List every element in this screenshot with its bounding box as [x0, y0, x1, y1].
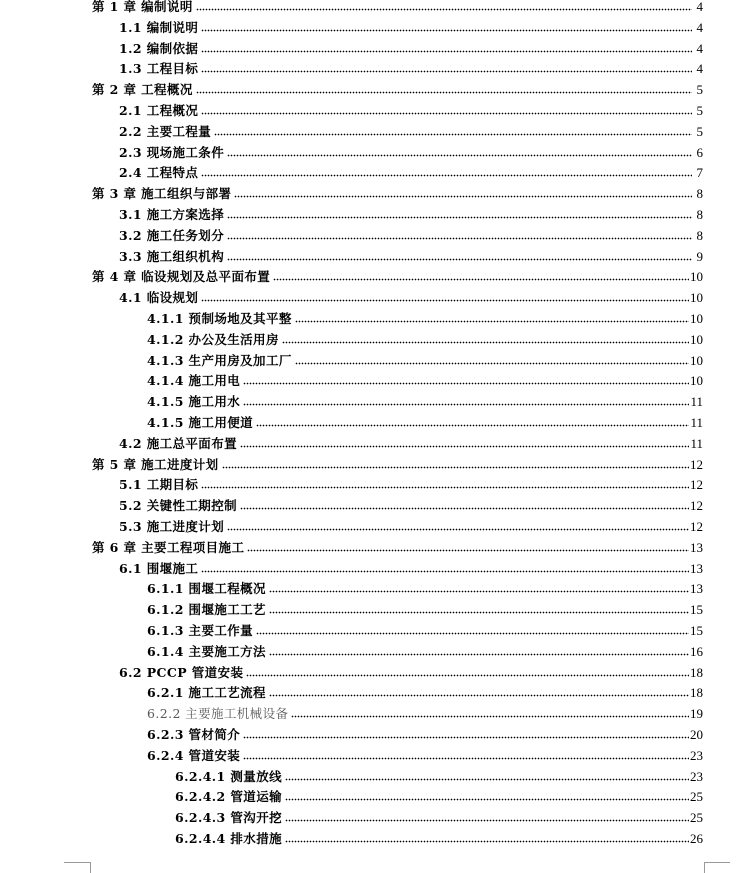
toc-entry-level-1[interactable]	[92, 535, 703, 555]
toc-entry-level-1[interactable]	[92, 264, 703, 284]
toc-entry-title: 5.3 施工进度计划	[119, 519, 225, 534]
toc-entry-title: 3.2 施工任务划分	[119, 227, 225, 243]
toc-entry-level-1[interactable]	[92, 0, 703, 14]
toc-entry-page-number: 4	[696, 0, 703, 14]
toc-entry-title: 6.2.1 施工工艺流程	[147, 685, 266, 701]
dot-leader	[201, 299, 689, 302]
dot-leader	[246, 674, 689, 677]
toc-entry-page-number: 5	[696, 123, 703, 139]
toc-entry-page-number: 11	[690, 435, 703, 451]
toc-entry-title: 4.1.4 施工用电	[147, 373, 241, 389]
toc-entry-page-number: 10	[690, 373, 703, 389]
toc-entry-page-number: 10	[690, 331, 703, 347]
toc-entry-title: 6.2.4.2 管道运输	[175, 789, 282, 805]
toc-entry-level-2[interactable]	[119, 202, 703, 222]
toc-entry-page-number: 13	[690, 539, 703, 555]
dot-leader	[269, 694, 689, 697]
toc-entry-title: 1.3 工程目标	[119, 61, 199, 77]
toc-entry-page-number: 26	[690, 831, 703, 846]
toc-entry-title: 2.4 工程特点	[119, 165, 199, 181]
toc-entry-page-number: 5	[696, 82, 703, 98]
toc-entry-page-number: 15	[690, 623, 703, 638]
dot-leader	[295, 362, 689, 365]
dot-leader	[285, 778, 689, 781]
toc-entry-title: 6.2.4.4 排水措施	[175, 831, 282, 846]
toc-entry-title: 4.1.3 生产用房及加工厂	[147, 352, 292, 368]
dot-leader	[201, 174, 692, 177]
dot-leader	[240, 445, 689, 448]
toc-entry-page-number: 4	[696, 19, 703, 35]
toc-entry-level-2[interactable]	[119, 98, 703, 118]
toc-entry-title: 6.1.1 围堰工程概况	[147, 581, 266, 597]
crop-mark-right-vertical	[704, 862, 705, 873]
toc-entry-page-number: 11	[690, 415, 703, 430]
toc-entry-level-2[interactable]	[119, 472, 703, 492]
dot-leader	[222, 466, 689, 469]
toc-entry-title: 6.1 围堰施工	[119, 560, 199, 576]
toc-entry-level-4[interactable]	[175, 784, 703, 804]
toc-entry-title: 6.2.3 管材简介	[147, 727, 241, 742]
toc-entry-level-2[interactable]	[119, 140, 703, 160]
toc-entry-title: 2.3 现场施工条件	[119, 144, 225, 160]
toc-entry-title: 6.2 PCCP 管道安装	[119, 664, 244, 680]
toc-entry-page-number: 10	[690, 352, 703, 368]
toc-entry-level-2[interactable]	[119, 36, 703, 56]
toc-entry-level-2[interactable]	[119, 660, 703, 680]
toc-entry-level-3[interactable]	[147, 410, 703, 430]
toc-entry-page-number: 4	[696, 40, 703, 56]
toc-entry-level-1[interactable]	[92, 77, 703, 97]
crop-mark-right-horizontal	[704, 862, 730, 863]
toc-entry-title: 6.2.4 管道安装	[147, 747, 241, 763]
toc-entry-level-2[interactable]	[119, 160, 703, 180]
dot-leader	[247, 549, 689, 552]
toc-entry-title: 5.2 关键性工期控制	[119, 498, 237, 514]
toc-entry-title: 4.1 临设规划	[119, 290, 199, 306]
toc-entry-page-number: 25	[690, 810, 703, 826]
dot-leader	[269, 590, 689, 593]
dot-leader	[201, 29, 692, 32]
toc-entry-page-number: 8	[696, 186, 703, 202]
dot-leader	[243, 403, 689, 406]
toc-entry-level-3[interactable]	[147, 722, 703, 742]
crop-mark-left-horizontal	[64, 862, 90, 863]
toc-entry-level-2[interactable]	[119, 514, 703, 534]
toc-entry-level-3[interactable]	[147, 576, 703, 596]
toc-entry-page-number: 10	[690, 290, 703, 306]
toc-entry-page-number: 8	[696, 207, 703, 222]
toc-entry-level-4[interactable]	[175, 826, 703, 846]
toc-entry-level-3[interactable]	[147, 701, 703, 721]
toc-entry-title: 1.2 编制依据	[119, 40, 199, 56]
toc-entry-page-number: 18	[690, 664, 703, 680]
toc-entry-page-number: 23	[690, 768, 703, 784]
dot-leader	[291, 715, 689, 718]
toc-entry-level-2[interactable]	[119, 285, 703, 305]
toc-entry-page-number: 12	[690, 456, 703, 472]
toc-entry-page-number: 25	[690, 789, 703, 805]
dot-leader	[269, 611, 689, 614]
dot-leader	[240, 507, 689, 510]
toc-entry-level-1[interactable]	[92, 452, 703, 472]
toc-entry-title: 4.1.1 预制场地及其平整	[147, 311, 292, 326]
toc-entry-page-number: 13	[690, 560, 703, 576]
toc-entry-page-number: 15	[690, 602, 703, 618]
toc-entry-level-4[interactable]	[175, 764, 703, 784]
toc-entry-page-number: 20	[690, 727, 703, 742]
dot-leader	[273, 278, 689, 281]
toc-entry-page-number: 11	[690, 394, 703, 410]
dot-leader	[201, 112, 692, 115]
toc-entry-title: 4.2 施工总平面布置	[119, 435, 237, 451]
toc-entry-title: 第 6 章 主要工程项目施工	[92, 539, 245, 555]
toc-entry-level-1[interactable]	[92, 181, 703, 201]
toc-entry-page-number: 9	[696, 248, 703, 264]
toc-entry-level-2[interactable]	[119, 56, 703, 76]
toc-entry-level-3[interactable]	[147, 639, 703, 659]
toc-entry-level-3[interactable]	[147, 306, 703, 326]
toc-entry-page-number: 12	[690, 519, 703, 534]
toc-entry-level-2[interactable]	[119, 493, 703, 513]
dot-leader	[243, 736, 689, 739]
toc-entry-level-3[interactable]	[147, 618, 703, 638]
dot-leader	[285, 840, 689, 843]
toc-entry-level-3[interactable]	[147, 597, 703, 617]
toc-entry-level-3[interactable]	[147, 743, 703, 763]
toc-entry-title: 6.2.4.1 测量放线	[175, 768, 282, 784]
toc-entry-title: 4.1.5 施工用便道	[147, 415, 254, 430]
toc-entry-page-number: 19	[690, 706, 703, 722]
dot-leader	[243, 382, 689, 385]
dot-leader	[285, 798, 689, 801]
dot-leader	[256, 424, 689, 427]
toc-entry-title: 4.1.2 办公及生活用房	[147, 331, 279, 347]
toc-entry-level-2[interactable]	[119, 244, 703, 264]
dot-leader	[256, 632, 689, 635]
toc-entry-page-number: 16	[690, 643, 703, 659]
dot-leader	[227, 237, 692, 240]
toc-entry-title: 4.1.5 施工用水	[147, 394, 241, 410]
toc-entry-page-number: 7	[696, 165, 703, 181]
toc-entry-title: 6.1.2 围堰施工工艺	[147, 602, 266, 618]
dot-leader	[201, 570, 689, 573]
toc-entry-title: 2.2 主要工程量	[119, 123, 212, 139]
toc-entry-title: 6.1.4 主要施工方法	[147, 643, 266, 659]
toc-entry-level-4[interactable]	[175, 805, 703, 825]
dot-leader	[227, 216, 692, 219]
toc-entry-page-number: 13	[690, 581, 703, 597]
dot-leader	[227, 258, 692, 261]
toc-entry-title: 6.2.4.3 管沟开挖	[175, 810, 282, 826]
toc-entry-page-number: 6	[696, 144, 703, 160]
dot-leader	[227, 154, 692, 157]
toc-entry-level-2[interactable]	[119, 119, 703, 139]
toc-entry-page-number: 23	[690, 747, 703, 763]
toc-entry-page-number: 5	[696, 103, 703, 118]
dot-leader	[234, 195, 692, 198]
dot-leader	[282, 341, 689, 344]
toc-entry-title: 第 3 章 施工组织与部署	[92, 186, 232, 202]
dot-leader	[201, 70, 692, 73]
toc-entry-page-number: 12	[690, 498, 703, 514]
dot-leader	[214, 133, 692, 136]
dot-leader	[243, 757, 689, 760]
toc-entry-title: 3.1 施工方案选择	[119, 207, 225, 222]
toc-entry-level-2[interactable]	[119, 15, 703, 35]
dot-leader	[201, 486, 689, 489]
toc-entry-title: 5.1 工期目标	[119, 477, 199, 493]
dot-leader	[295, 320, 689, 323]
dot-leader	[201, 50, 692, 53]
crop-mark-left-vertical	[90, 862, 91, 873]
toc-entry-page-number: 10	[690, 311, 703, 326]
toc-entry-level-3[interactable]	[147, 389, 703, 409]
toc-entry-level-3[interactable]	[147, 348, 703, 368]
toc-entry-title: 3.3 施工组织机构	[119, 248, 225, 264]
toc-entry-title: 6.2.2 主要施工机械设备	[147, 706, 289, 722]
toc-entry-page-number: 4	[696, 61, 703, 77]
toc-entry-level-3[interactable]	[147, 368, 703, 388]
toc-entry-level-2[interactable]	[119, 223, 703, 243]
toc-entry-level-3[interactable]	[147, 680, 703, 700]
dot-leader	[227, 528, 689, 531]
toc-entry-page-number: 10	[690, 269, 703, 285]
dot-leader	[196, 8, 692, 11]
toc-entry-title: 2.1 工程概况	[119, 103, 199, 118]
toc-entry-page-number: 8	[696, 227, 703, 243]
toc-entry-page-number: 12	[690, 477, 703, 493]
toc-entry-level-2[interactable]	[119, 556, 703, 576]
toc-entry-title: 第 4 章 临设规划及总平面布置	[92, 269, 271, 285]
toc-entry-title: 第 1 章 编制说明	[92, 0, 193, 14]
toc-entry-level-2[interactable]	[119, 431, 703, 451]
dot-leader	[196, 91, 692, 94]
toc-entry-title: 第 2 章 工程概况	[92, 82, 193, 98]
toc-entry-page-number: 18	[690, 685, 703, 701]
toc-entry-title: 1.1 编制说明	[119, 19, 199, 35]
toc-entry-title: 6.1.3 主要工作量	[147, 623, 254, 638]
dot-leader	[285, 819, 689, 822]
toc-entry-title: 第 5 章 施工进度计划	[92, 456, 219, 472]
toc-entry-level-3[interactable]	[147, 327, 703, 347]
dot-leader	[269, 653, 689, 656]
